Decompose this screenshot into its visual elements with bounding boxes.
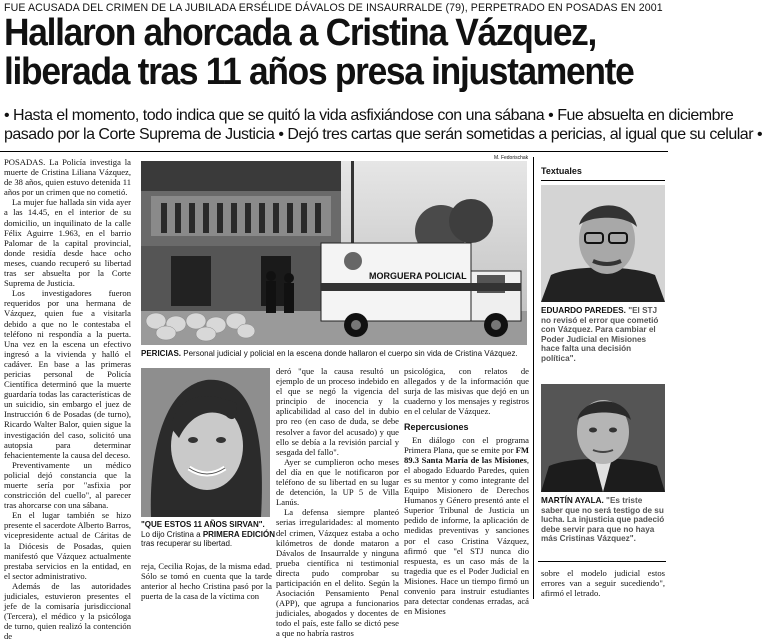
sidebar-title: Textuales bbox=[541, 166, 582, 176]
paragraph: reja, Cecilia Rojas, de la misma edad. Sólo se tomó en cuenta que la tarde anterior al hecho Cristina pasó por la puerta de la casa de la víctima con bbox=[141, 561, 272, 602]
ayala-illustration bbox=[541, 384, 665, 492]
photo-credit: M. Fedorischak bbox=[494, 155, 529, 161]
paragraph: POSADAS. La Policía investiga la muerte de Cristina Liliana Vázquez, de 38 años, quien estuvo detenida 11 años por un crimen que no cometió. bbox=[4, 157, 131, 198]
portrait-caption bbox=[141, 520, 275, 549]
headline bbox=[4, 12, 634, 93]
police-emblem-icon bbox=[344, 252, 362, 270]
portrait-quote: "QUE ESTOS 11 AÑOS SIRVAN". bbox=[141, 520, 265, 529]
paragraph: psicológica, con relatos de allegados y de la información que surja de las misivas que dejó en un cuaderno y los mensajes y registros en el celular de Vázquez. bbox=[404, 366, 529, 417]
quote-ayala-text: "Es triste saber que no será testigo de su lucha. La injusticia que padeció debe servir para que no haya más Cristinas Vázquez". bbox=[541, 496, 665, 544]
paragraph: Ayer se cumplieron ocho meses del día en que le notificaron por teléfono de su libertad en su lugar de detención, la UP 5 de Villa Lanús. bbox=[276, 456, 399, 508]
paragraph-text-cont: , el abogado Eduardo Paredes, quien es su mentor y como integrante del Equipo Misionero de Derechos Humanos y Género presentó ante el Superior Tribunal de Justicia un pedido de informe, la aplicación de medidas preventivas y sanciones por el caso Cristina Vázquez, afirmó que "el STJ nunca dio respuesta, es un caso más de la tragedia que es el Poder Judicial en Misiones. Hace un tiempo firmó un convenio para instruir estudiantes para detectar condenas erradas, acá en Misiones bbox=[404, 454, 529, 617]
quote-paredes-name: EDUARDO PAREDES. bbox=[541, 306, 626, 315]
quote-paredes bbox=[541, 306, 665, 364]
paragraph-text: En diálogo con el programa Primera Plana, que se emite por bbox=[404, 434, 529, 455]
paragraph: Los investigadores fueron requeridos por una hermana de Vázquez, quien fue a visitarla debido a que no le contestaba el teléfono ni respondía a la puerta. Una vez en la escena un efectivo ingresó a la vivienda y halló el cadáver. En base a las primeras pericias personal de Policía Científica determinó que la muerte guardaría todas las características de un suicidio, sin embargo el juez de Instrucción 6 de Posadas (de turno), Ricardo Walter Balor, quien sigue la investigación del caso, solicitó una autopsia para determinar fehacientemente la causa del deceso. bbox=[4, 288, 131, 460]
paredes-portrait bbox=[541, 185, 665, 302]
ayala-portrait bbox=[541, 384, 665, 492]
crime-scene-photo bbox=[141, 161, 527, 345]
quote-ayala bbox=[541, 496, 665, 544]
paragraph: La mujer fue hallada sin vida ayer a las 14.45, en el interior de su domicilio, un inquilinato de la calle Félix Aguirre 1.963, en el barrio Palomar de la capital provincial, donde residía desde hace ocho meses, cuando recuperó su libertad tras ser absuelta por la Corte Suprema de Justicia. bbox=[4, 197, 131, 289]
kicker: FUE ACUSADA DEL CRIMEN DE LA JUBILADA ERSÉLIDE DÁVALOS DE INSAURRALDE (79), PERPETRADO EN POSADAS EN 2001 bbox=[4, 2, 663, 14]
portrait-illustration bbox=[141, 368, 270, 517]
headline-line-1: Hallaron ahorcada a Cristina Vázquez, bbox=[4, 12, 597, 54]
section-heading: Repercusiones bbox=[404, 422, 469, 433]
paredes-illustration bbox=[541, 185, 665, 302]
photo-caption-lead: PERICIAS. bbox=[141, 349, 182, 358]
headline-line-2: liberada tras 11 años presa injustamente bbox=[4, 51, 634, 93]
paragraph: La defensa siempre planteó serias irregularidades: al momento del crimen, Vázquez estaba a ocho kilómetros de donde mataron a Dávalos de Insaurralde y ninguna prueba científica ni testimonial directa pudo comprobar su participación en el delito. Según la Asociación Pensamiento Penal (APP), que agrupa a funcionarios judiciales, abogados y docentes de todo el país, este fallo se dictó pese a que no habría rastros bbox=[276, 507, 399, 639]
paragraph: Además de las autoridades judiciales, estuvieron presentes el jefe de la comisaría jurisdiccional (Tercera), el médico y la psicóloga de turno, quien realizó la contención de bbox=[4, 580, 131, 642]
photo-caption bbox=[141, 349, 527, 359]
portrait-caption-highlight: PRIMERA EDICIÓN bbox=[202, 529, 275, 539]
header-rule bbox=[0, 151, 668, 152]
paragraph bbox=[404, 435, 529, 617]
sidebar-bottom-rule bbox=[538, 561, 666, 562]
subheadline-line-1: • Hasta el momento, todo indica que se quitó la vida asfixiándose con una sábana • Fue absuelta en diciembre bbox=[4, 107, 734, 124]
crime-scene-illustration bbox=[141, 161, 527, 345]
paragraph: sobre el modelo judicial estos errores van a seguir sucediendo", afirmó el letrado. bbox=[541, 568, 665, 599]
paragraph: En el lugar también se hizo presente el sacerdote Alberto Barros, vicepresidente actual de Cáritas de la Diócesis de Posadas, quien manifestó que Vázquez actualmente prestaba servicios en la entidad, en el sector administrativo. bbox=[4, 510, 131, 581]
portrait-caption-text-end: tras recuperar su libertad. bbox=[141, 539, 233, 548]
sidebar-continuation bbox=[541, 568, 665, 598]
article-column-1 bbox=[4, 157, 131, 642]
quote-paredes-text: "El STJ no revisó el error que cometió con Vázquez. Para cambiar el Poder Judicial en Misiones hace falta una decisión política". bbox=[541, 306, 659, 363]
portrait-caption-text: Lo dijo Cristina a bbox=[141, 529, 203, 539]
sidebar-title-rule bbox=[541, 180, 665, 181]
paragraph: Preventivamente un médico policial dejó constancia que la muerte sería por "asfixia por constricción del cuello", al parecer tras ahorcarse con una sábana. bbox=[4, 459, 131, 511]
sidebar-divider bbox=[533, 157, 534, 599]
truck-label: MORGUERA POLICIAL bbox=[369, 271, 467, 281]
cristina-portrait bbox=[141, 368, 270, 517]
radio-station-name: FM 89.3 Santa María de las Misiones bbox=[404, 444, 529, 465]
paragraph: deró "que la causa resultó un ejemplo de un proceso indebido en el que se negó la vigencia del principio de inocencia y la aplicabilidad al caso del in dubio pro reo (en caso de duda, se debe resolver a favor del acusado) y que ello se debía a la revisión parcial y sesgada del fallo". bbox=[276, 366, 399, 457]
subheadline-line-2: pasado por la Corte Suprema de Justicia • Dejó tres cartas que serán sometidas a pericias, al igual que su celular • bbox=[4, 126, 762, 143]
article-column-4 bbox=[404, 366, 529, 617]
quote-ayala-name: MARTÍN AYALA. bbox=[541, 496, 604, 505]
article-column-2 bbox=[141, 561, 272, 602]
photo-caption-text: Personal judicial y policial en la escena donde hallaron el cuerpo sin vida de Cristina Vázquez. bbox=[181, 349, 518, 358]
subheadline bbox=[4, 106, 762, 144]
article-column-3 bbox=[276, 366, 399, 639]
